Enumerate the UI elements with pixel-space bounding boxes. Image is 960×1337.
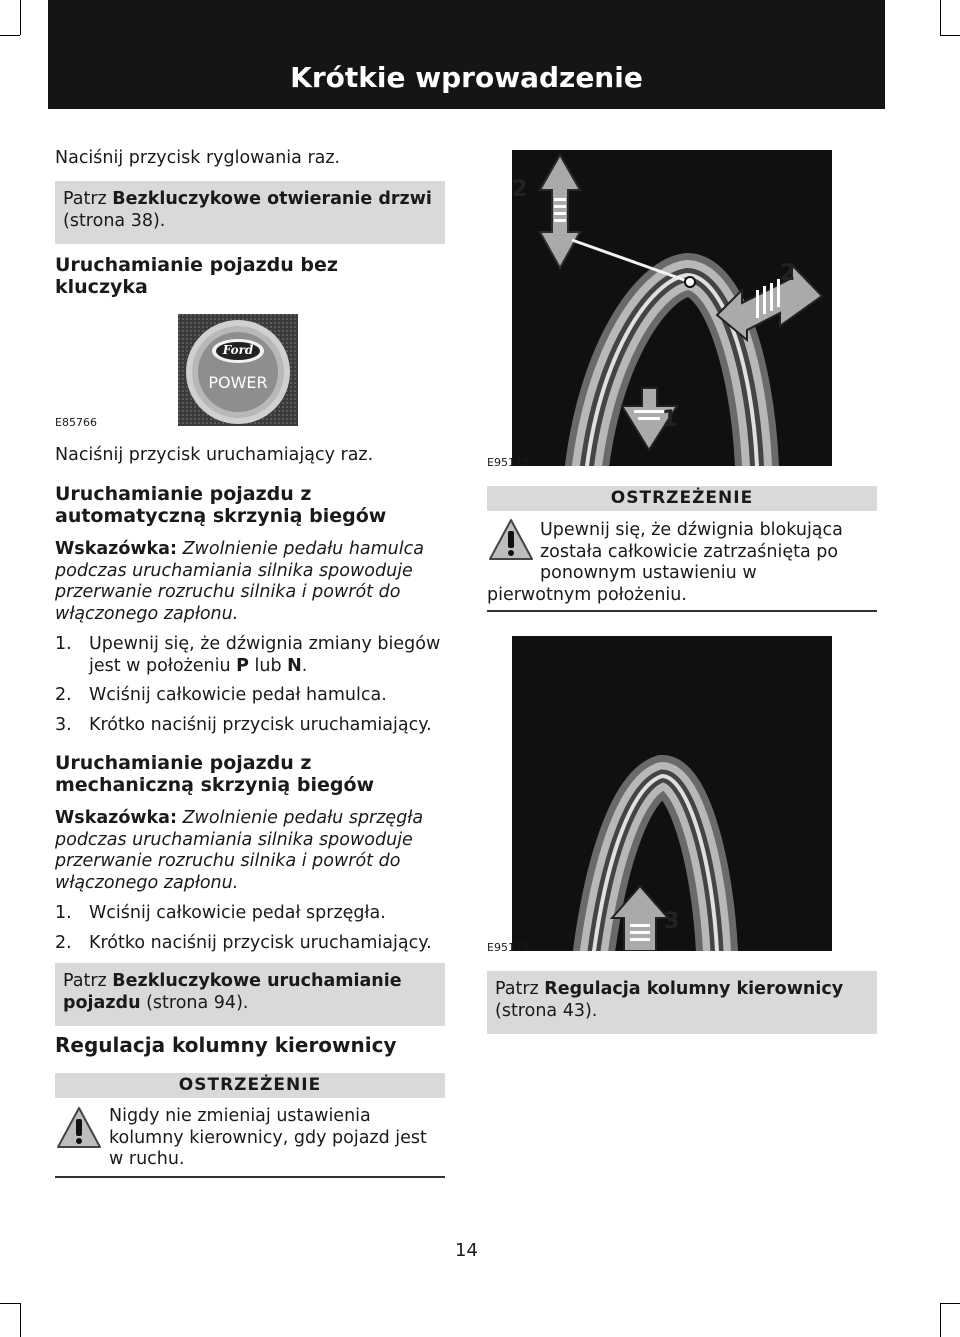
power-label: POWER (208, 373, 268, 392)
steering-wheel-illustration (512, 636, 832, 951)
reference-box (55, 963, 445, 1026)
list-item (55, 715, 445, 737)
step-number: 1. (55, 903, 72, 923)
start-instruction: Naciśnij przycisk uruchamiający raz. (55, 445, 374, 465)
ref-suffix: (strona 38). (63, 210, 166, 231)
ref-prefix: Patrz (63, 189, 113, 209)
lock-instruction: Naciśnij przycisk ryglowania raz. (55, 148, 341, 168)
crop-mark (940, 1303, 941, 1337)
crop-mark (940, 0, 941, 35)
reference-box (55, 181, 445, 244)
note-paragraph (55, 539, 445, 625)
ref-prefix: Patrz (63, 971, 113, 991)
step-text: lub (248, 655, 288, 676)
ref-suffix: (strona 43). (495, 1000, 598, 1021)
crop-mark (20, 0, 21, 35)
note-label: Wskazówka: (55, 808, 177, 828)
callout-label: 2 (512, 177, 528, 202)
section-heading: Uruchamianie pojazdu z mechaniczną skrzynią biegów (55, 752, 375, 796)
warning-heading: OSTRZEŻENIE (487, 486, 877, 511)
step-text: Wciśnij całkowicie pedał sprzęgła. (89, 903, 386, 923)
ford-logo-text: Ford (222, 343, 254, 357)
section-heading: Regulacja kolumny kierownicy (55, 1033, 397, 1057)
crop-mark (940, 1303, 960, 1304)
crop-mark (20, 1303, 21, 1337)
section-heading: Uruchamianie pojazdu bez kluczyka (55, 254, 338, 298)
step-number: 3. (55, 714, 72, 735)
step-list (55, 903, 445, 962)
crop-mark (0, 35, 20, 36)
step-text: Wciśnij całkowicie pedał hamulca. (89, 685, 387, 705)
step-text: Krótko naciśnij przycisk uruchamiający. (89, 932, 432, 953)
power-button-illustration (178, 314, 298, 426)
warning-text-tail: pierwotnym położeniu. (487, 585, 687, 605)
steering-column-image-2 (512, 636, 832, 951)
list-item (55, 933, 445, 955)
page-number: 14 (455, 1240, 478, 1261)
warning-text: Nigdy nie zmieniaj ustawienia kolumny kierownicy, gdy pojazd jest w ruchu. (109, 1106, 427, 1169)
callout-label: 2 (780, 261, 796, 286)
step-number: 2. (55, 685, 72, 705)
step-number: 1. (55, 634, 72, 654)
ref-prefix: Patrz (495, 979, 545, 999)
image-code: E85766 (55, 416, 97, 429)
callout-label: 1 (662, 407, 678, 432)
warning-triangle-icon (487, 517, 535, 563)
ref-link[interactable]: Bezkluczykowe uruchamianie pojazdu (63, 971, 402, 1013)
step-number: 2. (55, 932, 72, 953)
ref-suffix: (strona 94). (140, 992, 249, 1013)
callout-label: 3 (664, 909, 680, 934)
power-button-image (178, 314, 298, 426)
crop-mark (940, 35, 960, 36)
step-text: Upewnij się, że dźwignia zmiany biegów jest w położeniu (89, 634, 441, 676)
note-label: Wskazówka: (55, 539, 177, 559)
divider (487, 610, 877, 612)
step-text: Krótko naciśnij przycisk uruchamiający. (89, 714, 432, 735)
note-text: Zwolnienie pedału hamulca podczas uruchamiania silnika spowoduje przerwanie rozruchu silnika i powrót do włączonego zapłonu. (55, 539, 424, 624)
list-item (55, 634, 445, 677)
steering-column-image-1 (512, 150, 832, 466)
ref-link[interactable]: Regulacja kolumny kierownicy (544, 979, 844, 999)
image-code: E95179 (487, 941, 529, 954)
crop-mark (0, 1303, 20, 1304)
page-header (48, 0, 885, 109)
gear-p: P (236, 655, 249, 676)
reference-box (487, 971, 877, 1034)
image-code: E95178 (487, 456, 529, 469)
gear-n: N (287, 655, 302, 676)
note-text: Zwolnienie pedału sprzęgła podczas uruchamiania silnika spowoduje przerwanie rozruchu silnika i powrót do włączonego zapłonu. (55, 808, 424, 893)
section-heading: Uruchamianie pojazdu z automatyczną skrzynią biegów (55, 483, 387, 527)
page-title: Krótkie wprowadzenie (290, 61, 643, 94)
warning-heading: OSTRZEŻENIE (55, 1073, 445, 1098)
step-list (55, 634, 445, 744)
list-item (55, 685, 445, 707)
divider (55, 1176, 445, 1178)
list-item (55, 903, 445, 925)
step-text: . (301, 655, 308, 676)
ref-link[interactable]: Bezkluczykowe otwieranie drzwi (112, 189, 432, 209)
warning-text: Upewnij się, że dźwignia blokująca została całkowicie zatrzaśnięta po ponownym ustawieniu w (540, 520, 843, 583)
note-paragraph (55, 808, 445, 894)
warning-triangle-icon (55, 1105, 103, 1151)
